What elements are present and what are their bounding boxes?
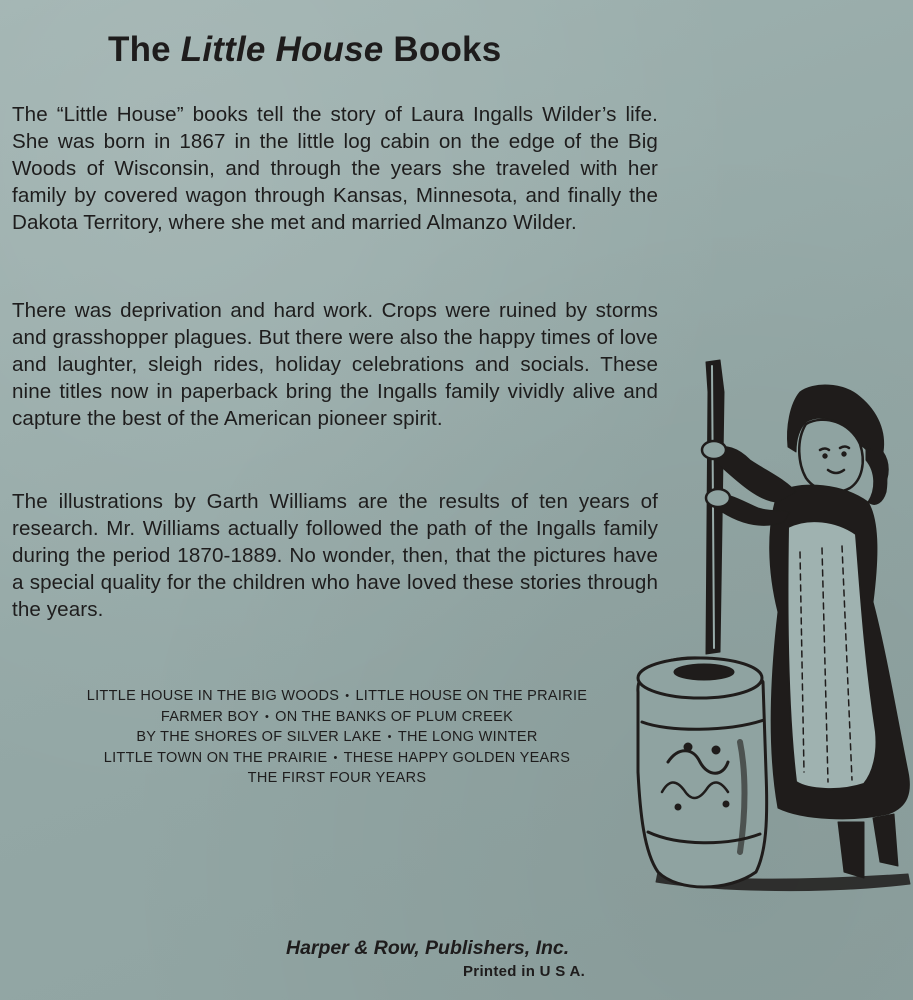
book-title-line <box>32 686 642 707</box>
book-title-line <box>32 707 642 728</box>
bullet-separator: • <box>387 731 392 744</box>
printed-in-label: Printed in U S A. <box>463 963 586 980</box>
book-title: FARMER BOY <box>160 708 259 725</box>
bullet-separator: • <box>264 710 270 723</box>
book-title: LITTLE TOWN ON THE PRAIRIE <box>103 749 328 766</box>
book-title-line <box>32 727 642 748</box>
book-title-line <box>32 768 642 789</box>
book-title-list <box>32 686 642 789</box>
bullet-separator: • <box>345 690 350 702</box>
paragraph-hardship: There was deprivation and hard work. Crops were ruined by storms and grasshopper plagues. But there were also the happy times of love and laughter, sleigh rides, holiday celebrations and socials. These nine titles now in paperback bring the Ingalls family vividly alive and capture the best of the American pioneer spirit. <box>12 299 658 430</box>
bullet-separator: • <box>333 751 338 764</box>
book-title-line <box>32 748 642 769</box>
title-suffix: Books <box>393 30 502 69</box>
page-title <box>108 30 501 70</box>
paragraph-illustrations: The illustrations by Garth Williams are the results of ten years of research. Mr. Williams actually followed the path of the Ingalls family during the period 1870-1889. No wonder, then, that the pictures have a special quality for the children who have loved these stories through the years. <box>12 490 658 621</box>
book-title: LITTLE HOUSE IN THE BIG WOODS <box>86 688 340 704</box>
girl-churning-butter-icon <box>628 352 913 912</box>
book-title: THE FIRST FOUR YEARS <box>247 770 427 787</box>
paragraph-life: The “Little House” books tell the story of Laura Ingalls Wilder’s life. She was born in 1867 in the little log cabin on the edge of the Big Woods of Wisconsin, and through the years she traveled with her family by covered wagon through Kansas, Minnesota, and finally the Dakota Territory, where she met and married Almanzo Wilder. <box>12 103 658 234</box>
book-title: BY THE SHORES OF SILVER LAKE <box>136 729 382 746</box>
book-title: THE LONG WINTER <box>397 729 538 746</box>
book-title: ON THE BANKS OF PLUM CREEK <box>275 708 514 725</box>
title-prefix: The <box>108 30 171 69</box>
title-emphasis: Little House <box>180 30 384 69</box>
publisher-name: Harper & Row, Publishers, Inc. <box>286 937 570 959</box>
book-title: THESE HAPPY GOLDEN YEARS <box>343 749 571 766</box>
book-title: LITTLE HOUSE ON THE PRAIRIE <box>355 688 588 704</box>
